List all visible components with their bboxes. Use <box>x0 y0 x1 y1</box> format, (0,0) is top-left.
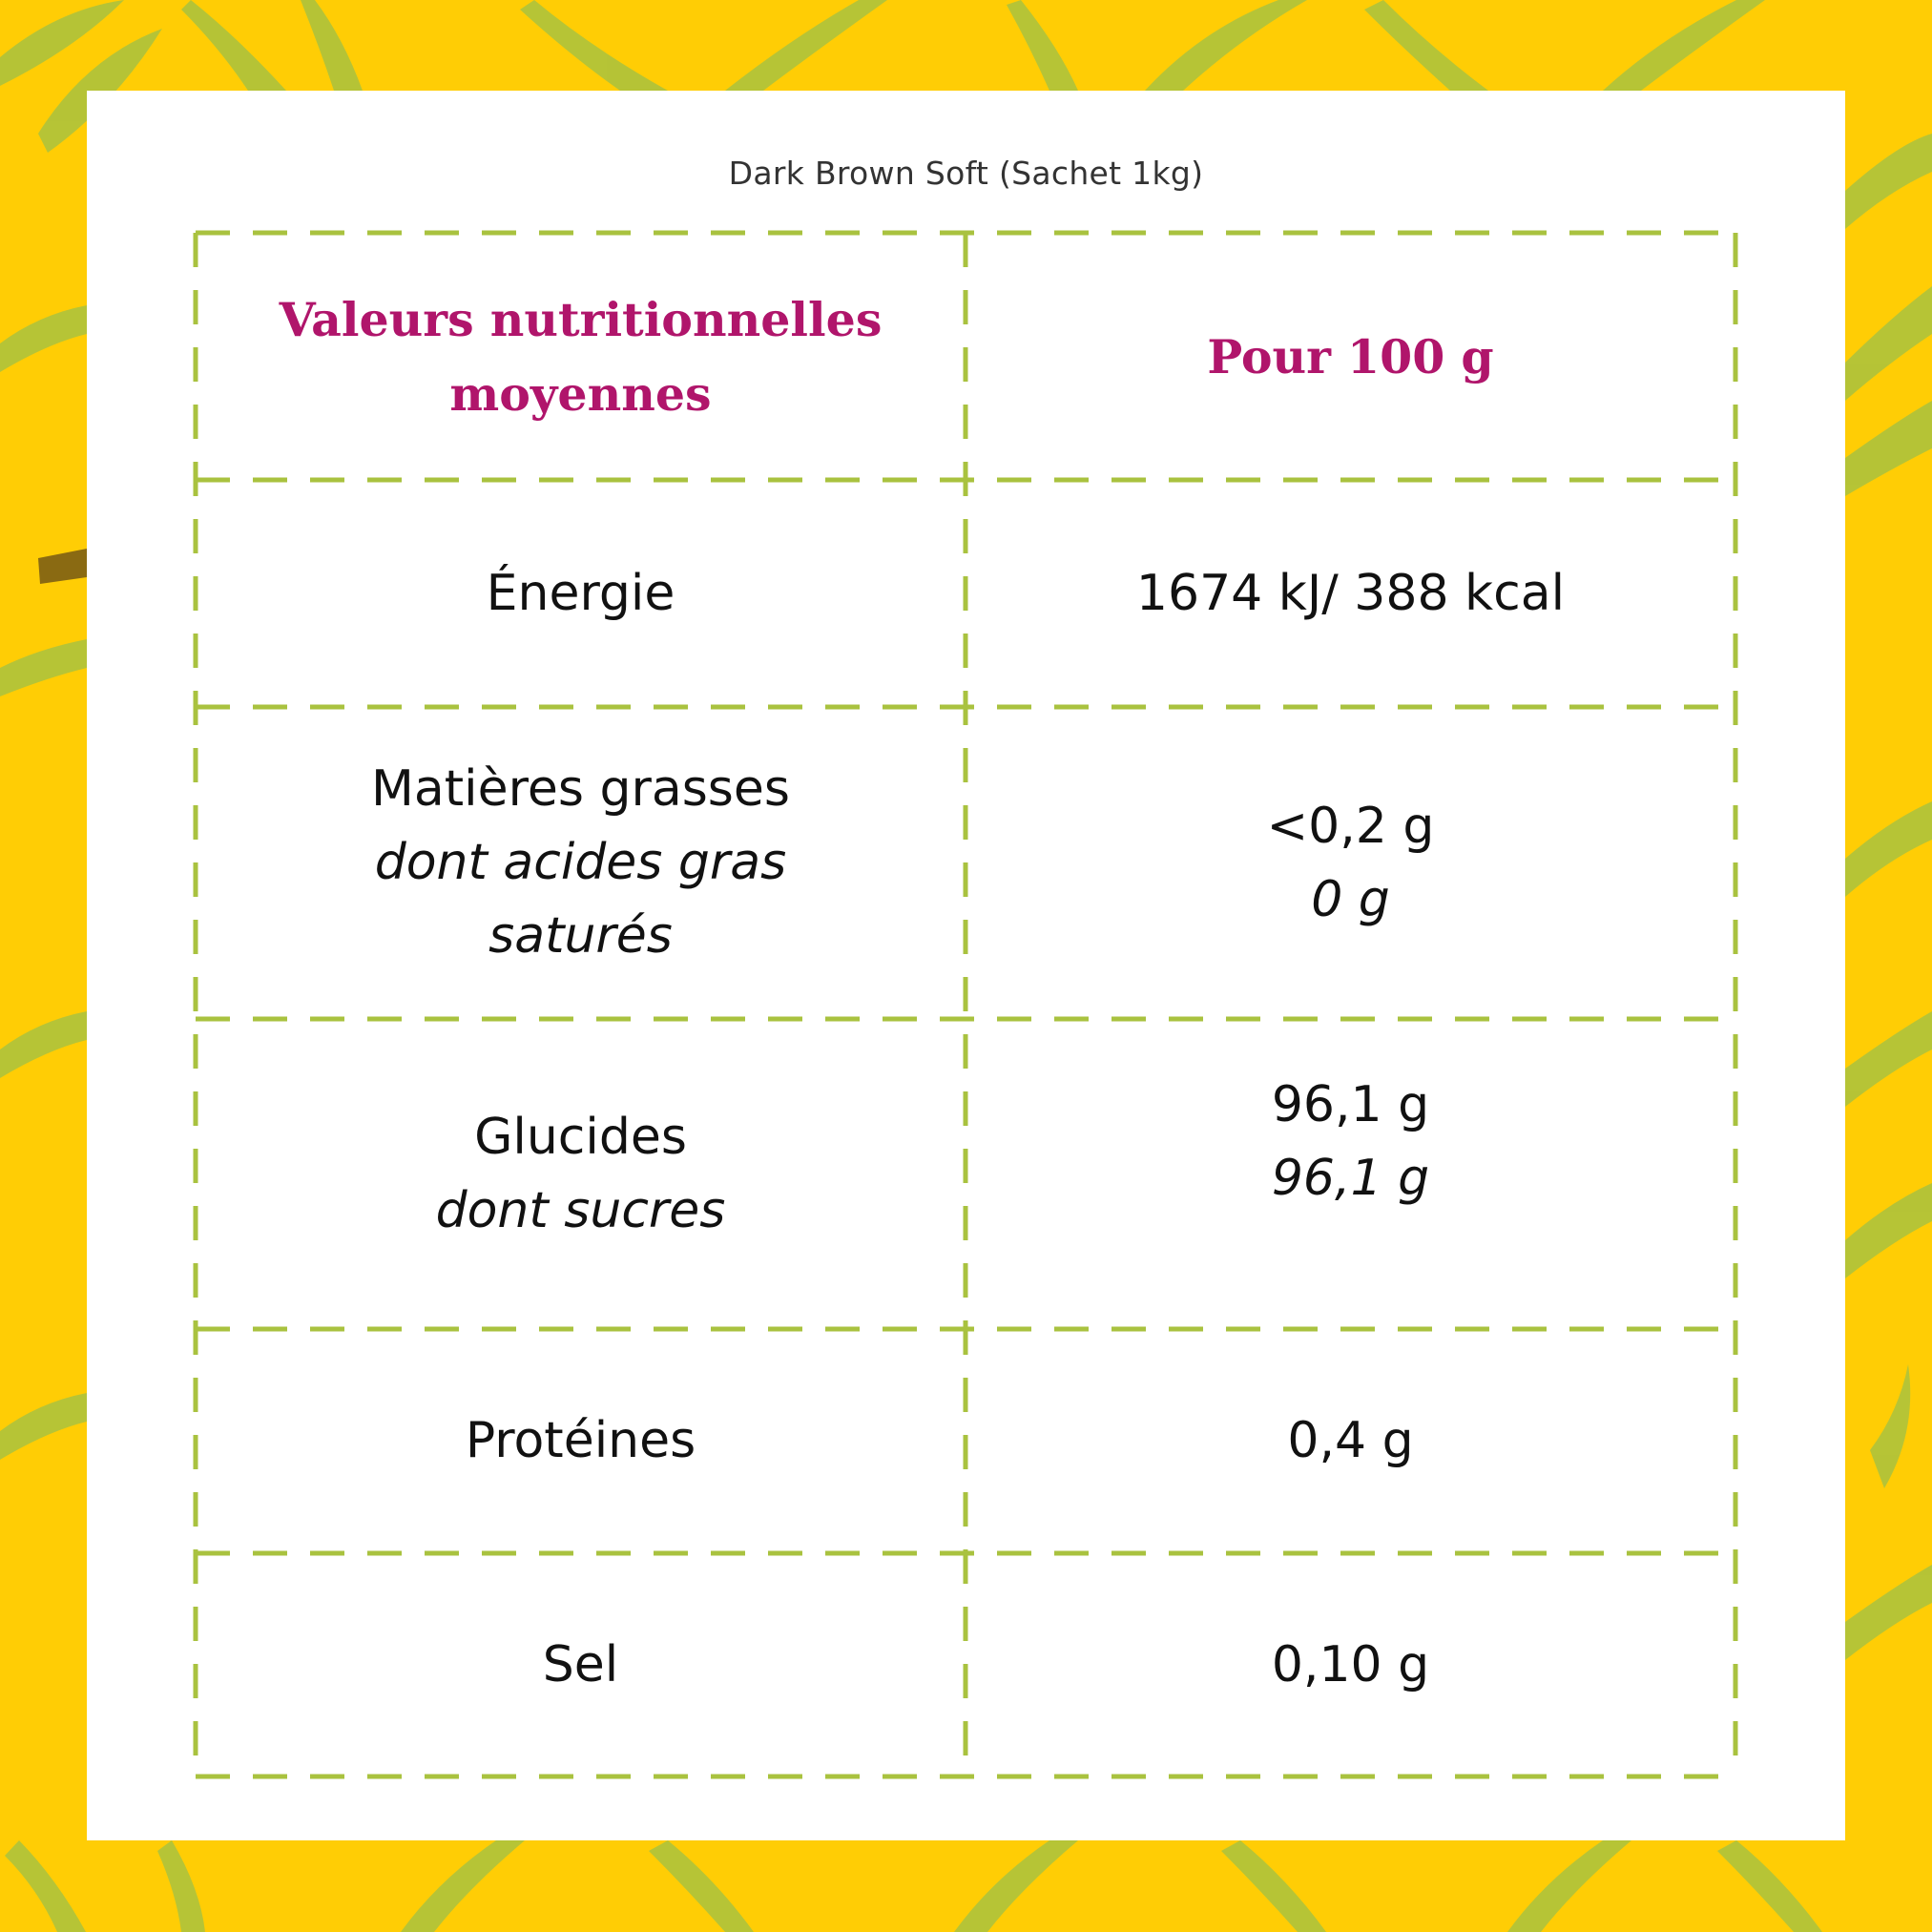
saturated-fat-label-line2: saturés <box>488 907 673 965</box>
fat-value: <0,2 g <box>1266 797 1435 855</box>
sugars-value: 96,1 g <box>1271 1150 1430 1207</box>
salt-label: Sel <box>542 1635 619 1693</box>
header-per-100g: Pour 100 g <box>1207 328 1494 384</box>
protein-label: Protéines <box>465 1412 696 1469</box>
header-nutrient-cell <box>196 233 966 480</box>
salt-value: 0,10 g <box>1271 1635 1430 1693</box>
protein-value: 0,4 g <box>1287 1412 1414 1469</box>
row-salt-value-cell <box>966 1553 1735 1776</box>
row-carbs-value-cell <box>966 1019 1735 1329</box>
row-protein-label-cell <box>196 1329 966 1553</box>
row-salt-label-cell <box>196 1553 966 1776</box>
saturated-fat-value: 0 g <box>1311 870 1390 928</box>
fat-label: Matières grasses <box>371 760 790 818</box>
header-nutrient-line1: Valeurs nutritionnelles <box>279 291 883 347</box>
energy-value: 1674 kJ/ 388 kcal <box>1135 564 1566 622</box>
row-fat-value-cell <box>966 707 1735 1019</box>
row-protein-value-cell <box>966 1329 1735 1553</box>
carbs-label: Glucides <box>474 1108 687 1166</box>
row-carbs-label-cell <box>196 1019 966 1329</box>
row-fat-label-cell <box>196 707 966 1019</box>
row-energy-value-cell <box>966 480 1735 707</box>
carbs-value: 96,1 g <box>1271 1076 1430 1133</box>
row-energy-label-cell <box>196 480 966 707</box>
header-per-cell <box>966 233 1735 480</box>
sugars-label: dont sucres <box>435 1181 726 1239</box>
header-nutrient-line2: moyennes <box>449 365 712 422</box>
energy-label: Énergie <box>486 564 675 622</box>
product-title: Dark Brown Soft (Sachet 1kg) <box>728 155 1204 192</box>
saturated-fat-label-line1: dont acides gras <box>374 834 787 891</box>
stick-decoration <box>38 549 87 584</box>
